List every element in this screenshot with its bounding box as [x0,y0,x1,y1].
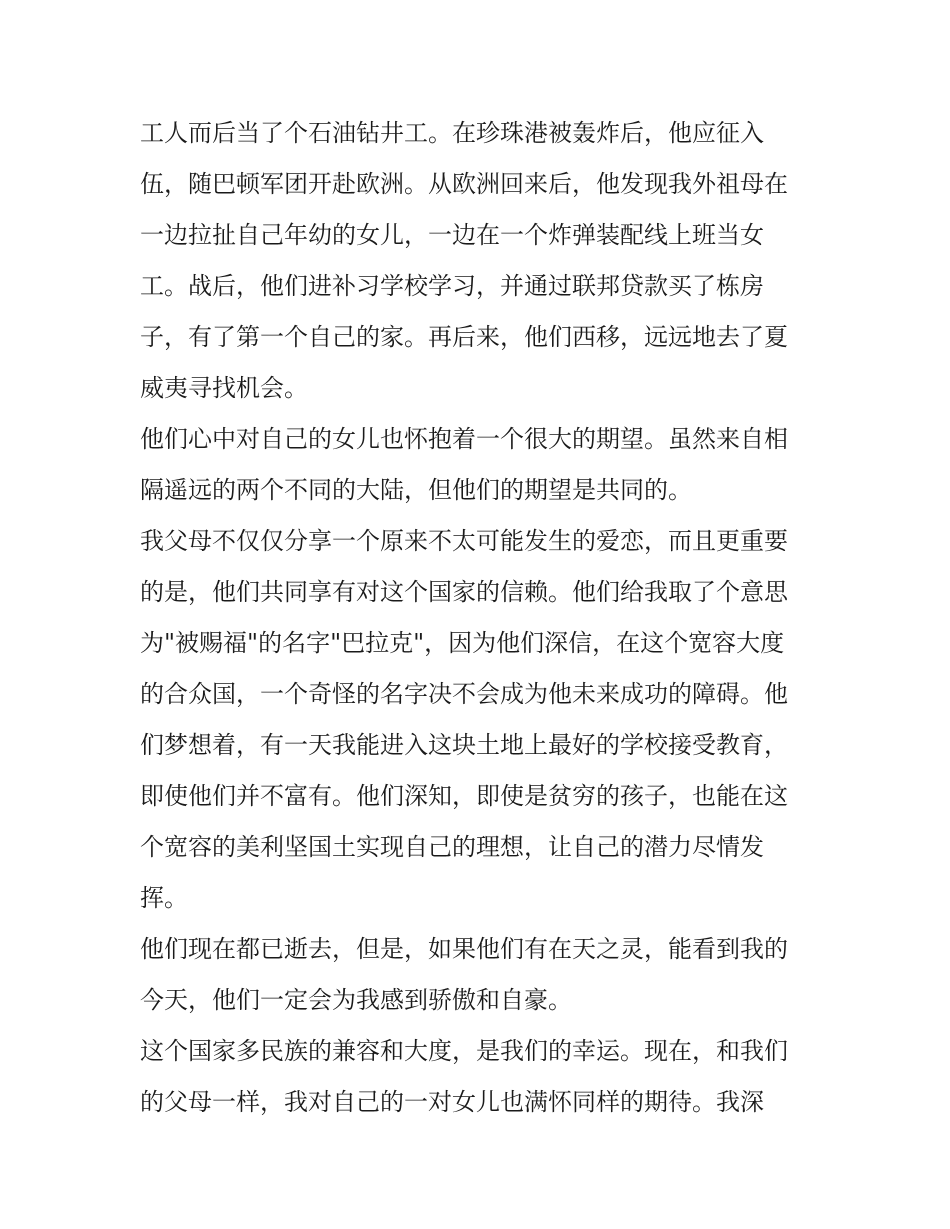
text-line-18: 今天，他们一定会为我感到骄傲和自豪。 [140,986,572,1014]
text-line-3: 一边拉扯自己年幼的女儿，一边在一个炸弹装配线上班当女 [140,221,764,249]
text-line-6: 威夷寻找机会。 [140,374,308,402]
text-line-11: 为"被赐福"的名字"巴拉克"，因为他们深信，在这个宽容大度 [140,629,785,657]
text-line-20: 的父母一样，我对自己的一对女儿也满怀同样的期待。我深 [140,1088,764,1116]
document-body [140,108,820,1128]
text-line-9: 我父母不仅仅分享一个原来不太可能发生的爱恋，而且更重要 [140,527,788,555]
text-line-14: 即使他们并不富有。他们深知，即使是贫穷的孩子，也能在这 [140,782,788,810]
text-line-10: 的是，他们共同享有对这个国家的信赖。他们给我取了个意思 [140,578,788,606]
text-line-7: 他们心中对自己的女儿也怀抱着一个很大的期望。虽然来自相 [140,425,788,453]
text-line-19: 这个国家多民族的兼容和大度，是我们的幸运。现在，和我们 [140,1037,788,1065]
text-line-12: 的合众国，一个奇怪的名字决不会成为他未来成功的障碍。他 [140,680,788,708]
text-line-8: 隔遥远的两个不同的大陆，但他们的期望是共同的。 [140,476,692,504]
text-line-17: 他们现在都已逝去，但是，如果他们有在天之灵，能看到我的 [140,935,788,963]
text-line-1: 工人而后当了个石油钻井工。在珍珠港被轰炸后，他应征入 [140,119,764,147]
text-line-5: 子，有了第一个自己的家。再后来，他们西移，远远地去了夏 [140,323,788,351]
text-line-2: 伍，随巴顿军团开赴欧洲。从欧洲回来后，他发现我外祖母在 [140,170,788,198]
text-line-16: 挥。 [140,884,188,912]
text-line-15: 个宽容的美利坚国土实现自己的理想，让自己的潜力尽情发 [140,833,764,861]
text-line-13: 们梦想着，有一天我能进入这块土地上最好的学校接受教育， [140,731,788,759]
text-line-4: 工。战后，他们进补习学校学习，并通过联邦贷款买了栋房 [140,272,764,300]
